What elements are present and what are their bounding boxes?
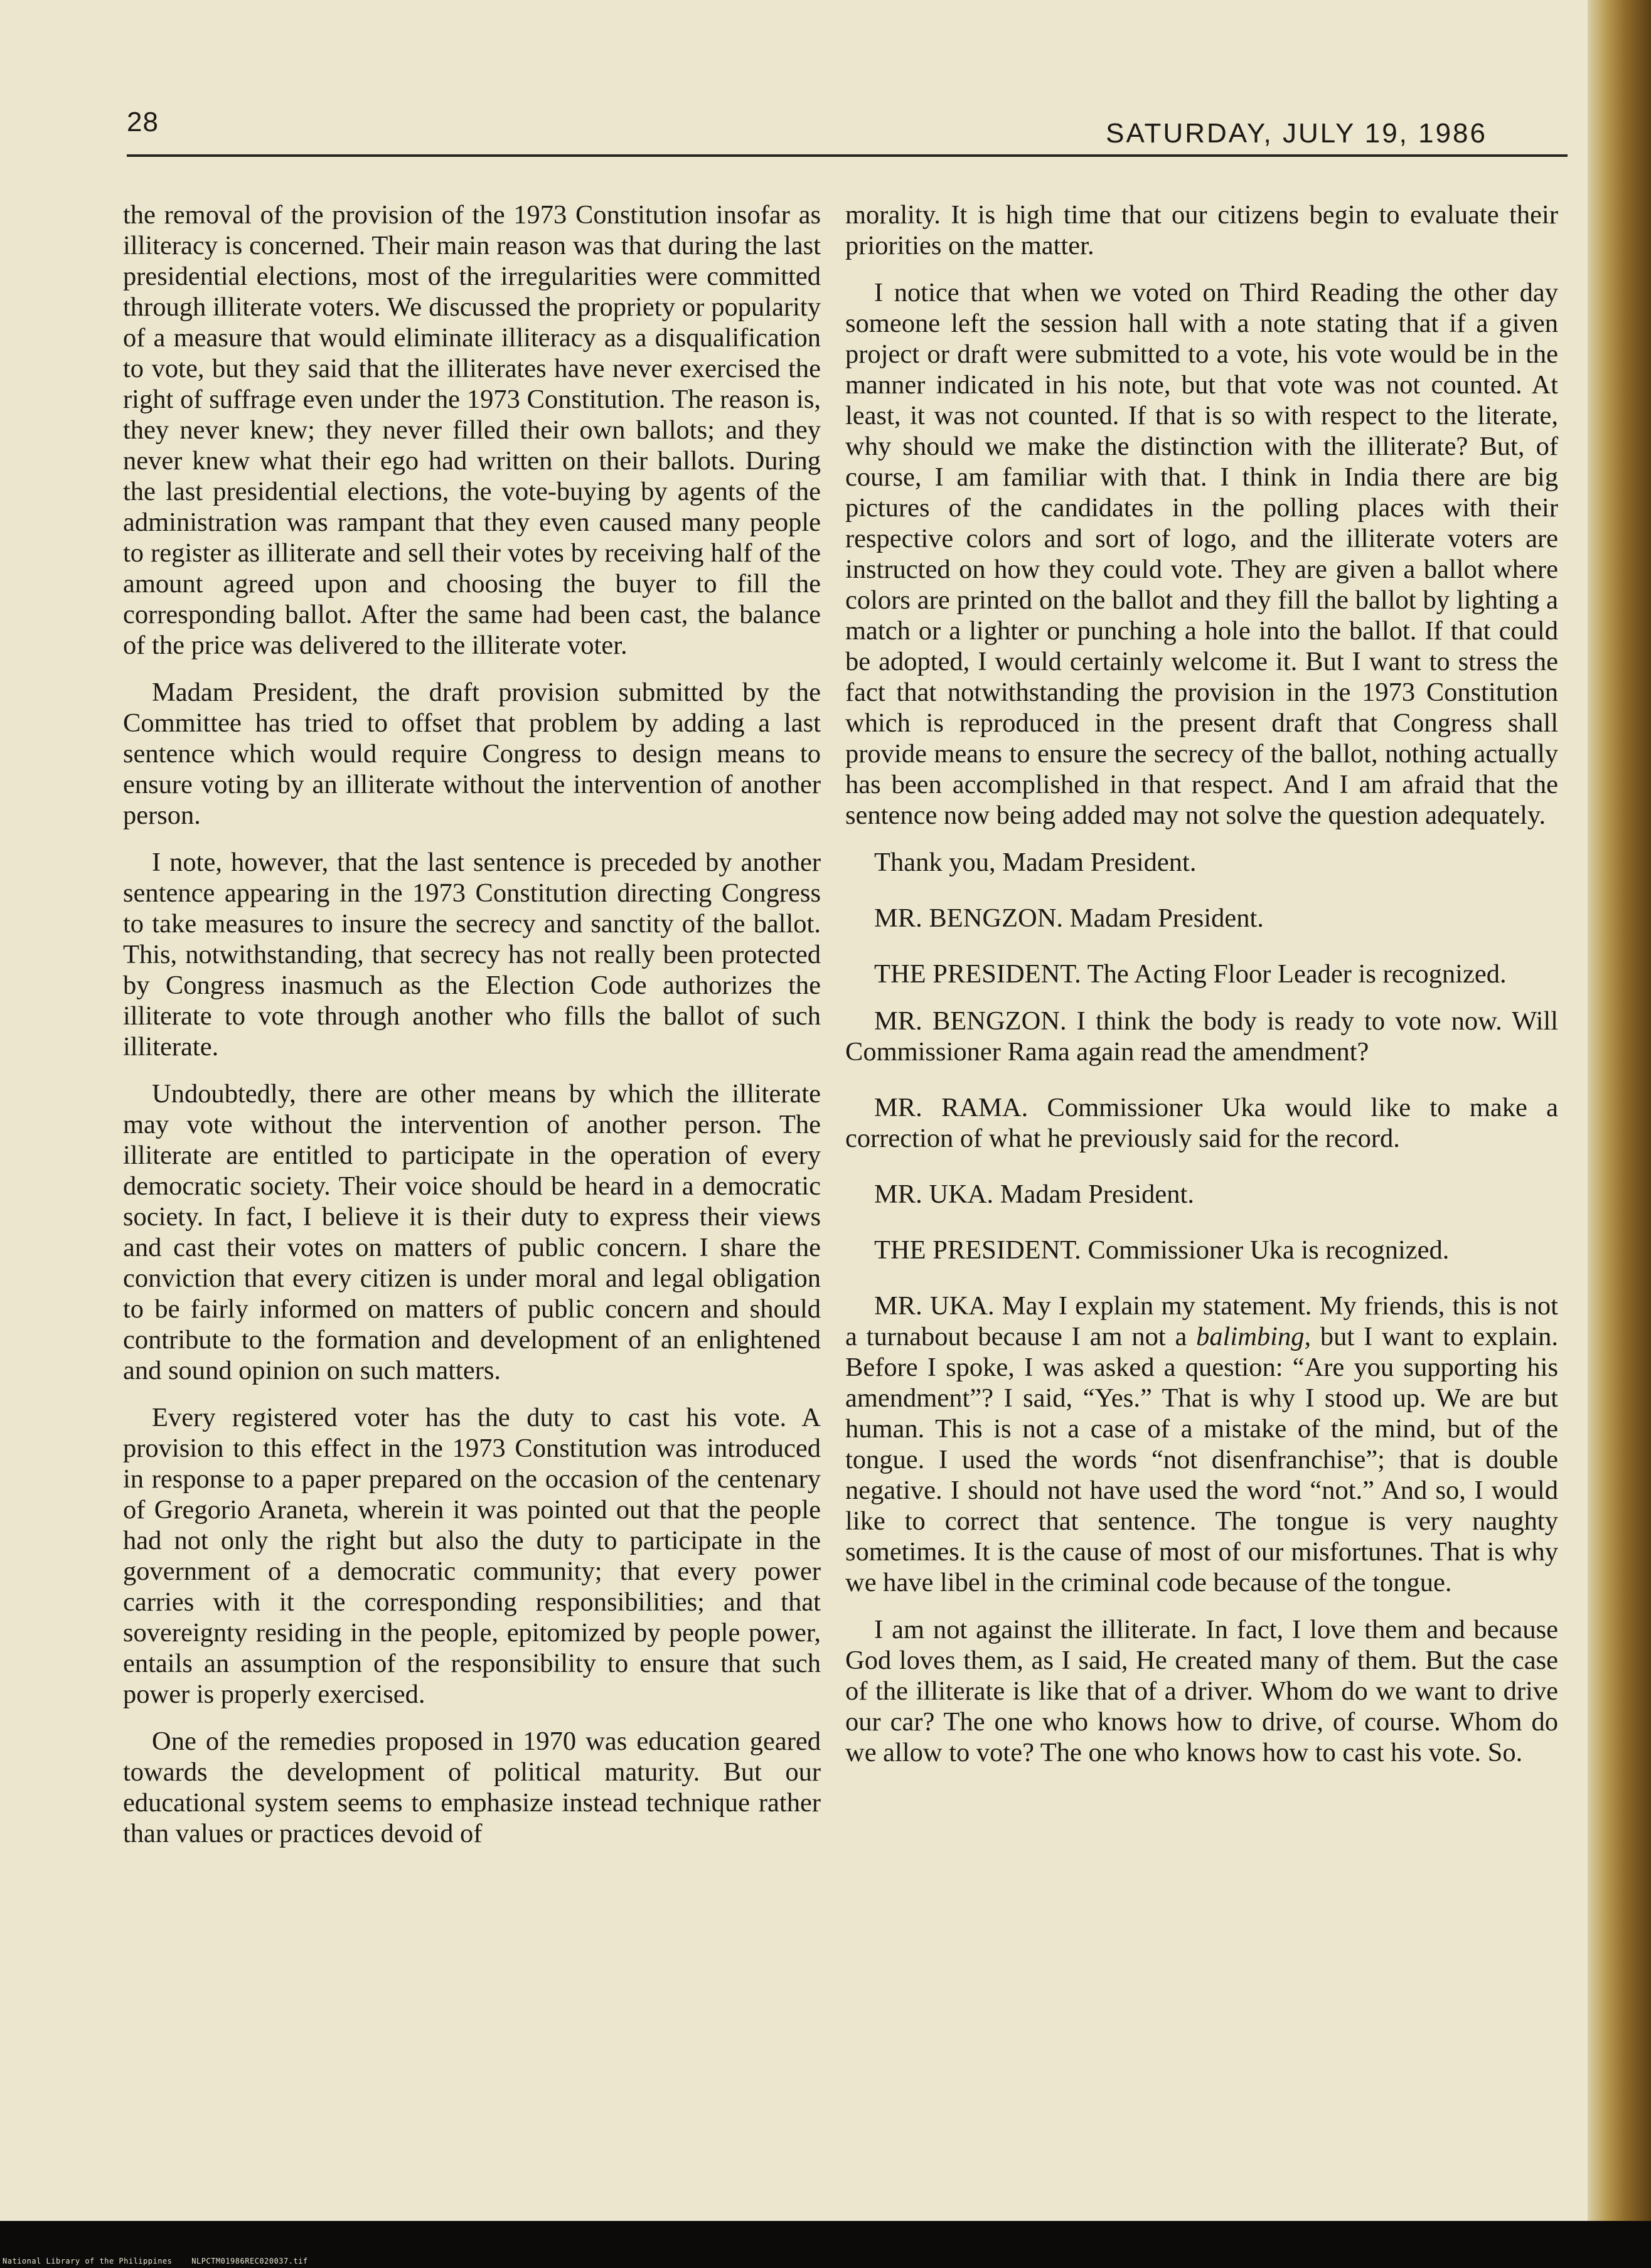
page-date: SATURDAY, JULY 19, 1986 — [1106, 118, 1487, 149]
book-spine-shadow — [1588, 0, 1651, 2221]
paragraph-text: but I want to explain. Before I spoke, I was asked a question: “Are you supporting his amendment”? I said, “Yes.” That is why I stood up. We are but human. This is not a case of a mistake of the mind, but of the tongue. I used the words “not disenfranchise”; that is double negative. I should not have used the word “not.” And so, I would like to correct that sentence. The tongue is very naughty sometimes. It is the cause of most of our misfortunes. That is why we have libel in the criminal code because of the tongue. — [845, 1322, 1558, 1597]
paragraph: One of the remedies proposed in 1970 was education geared towards the development of political maturity. But our educational system seems to emphasize instead technique rather than values or practices devoid of — [123, 1727, 821, 1848]
speaker-line: THE PRESIDENT. Commissioner Uka is recognized. — [874, 1235, 1450, 1265]
italic-term: balimbing, — [1196, 1322, 1312, 1351]
paragraph: I notice that when we voted on Third Reading the other day someone left the session hall with a note stating that if a given project or draft were submitted to a vote, his vote would be in the manner indicated in his note, but that vote was not counted. At least, it was not counted. If that is so with respect to the literate, why should we make the distinction with the illiterate? But, of course, I am familiar with that. I think in India there are big pictures of the candidates in the polling places with their respective colors and sort of logo, and the illiterate voters are instructed on how they could vote. They are given a ballot where colors are printed on the ballot and they fill the ballot by lighting a match or a lighter or punching a hole into the ballot. If that could be adopted, I would certainly welcome it. But I want to stress the fact that notwithstanding the provision in the 1973 Constitution which is reproduced in the present draft that Congress shall provide means to ensure the secrecy of the ballot, nothing actually has been accomplished in that respect. And I am afraid that the sentence now being added may not solve the question adequately. — [845, 278, 1558, 830]
page-number: 28 — [127, 107, 159, 137]
speaker-line: MR. UKA. Madam President. — [874, 1179, 1194, 1209]
speaker-line: THE PRESIDENT. The Acting Floor Leader is recognized. — [874, 959, 1507, 989]
speaker-line: MR. RAMA. Commissioner Uka would like to make a correction of what he previously said for the record. — [845, 1093, 1558, 1153]
paragraph: Undoubtedly, there are other means by which the illiterate may vote without the intervention of another person. The illiterate are entitled to participate in the operation of every democratic society. Their voice should be heard in a democratic society. In fact, I believe it is their duty to express their views and cast their votes on matters of public concern. I share the conviction that every citizen is under moral and legal obligation to be fairly informed on matters of public concern and should contribute to the formation and development of an enlightened and sound opinion on such matters. — [123, 1079, 821, 1385]
paragraph: Madam President, the draft provision submitted by the Committee has tried to offset that problem by adding a last sentence which would require Congress to design means to ensure voting by an illiterate without the intervention of another person. — [123, 678, 821, 830]
paragraph: Thank you, Madam President. — [874, 848, 1197, 877]
speaker-line: MR. BENGZON. I think the body is ready to vote now. Will Commissioner Rama again read the amendment? — [845, 1006, 1558, 1067]
speaker-line: MR. BENGZON. Madam President. — [874, 903, 1264, 933]
left-column — [123, 200, 821, 1865]
paragraph: Every registered voter has the duty to cast his vote. A provision to this effect in the 1973 Constitution was introduced in response to a paper prepared on the occasion of the centenary of Gregorio Araneta, wherein it was pointed out that the people had not only the right but also the duty to participate in the government of a democratic community; that every power carries with it the corresponding responsibilities; and that sovereignty residing in the people, epitomized by people power, entails an assumption of the responsibility to ensure that such power is properly exercised. — [123, 1403, 821, 1709]
paragraph-text: MR. UKA. May I explain my statement. My friends, this is not a turnabout because I am not a — [845, 1291, 1558, 1351]
paragraph: I note, however, that the last sentence is preceded by another sentence appearing in the 1973 Constitution directing Congress to take measures to insure the secrecy and sanctity of the ballot. This, notwithstanding, that secrecy has not really been protected by Congress inasmuch as the Election Code authorizes the illiterate to vote through another who fills the ballot of such illiterate. — [123, 848, 821, 1062]
speaker-line — [845, 1291, 1558, 1598]
paragraph: I am not against the illiterate. In fact, I love them and because God loves them, as I said, He created many of them. But the case of the illiterate is like that of a driver. Whom do we want to drive our car? The one who knows how to drive, of course. Whom do we allow to vote? The one who knows how to cast his vote. So. — [845, 1615, 1558, 1767]
header-rule — [127, 154, 1568, 157]
scan-label: National Library of the Philippines NLPCTM01986REC020037.tif — [3, 2257, 308, 2265]
paragraph: morality. It is high time that our citizens begin to evaluate their priorities on the matter. — [845, 200, 1558, 260]
paragraph: the removal of the provision of the 1973 Constitution insofar as illiteracy is concerned. Their main reason was that during the last presidential elections, most of the irregularities were committed through illiterate voters. We discussed the propriety or popularity of a measure that would eliminate illiteracy as a disqualification to vote, but they said that the illiterates have never exercised the right of suffrage even under the 1973 Constitution. The reason is, they never knew; they never filled their own ballots; and they never knew what their ego had written on their ballots. During the last presidential elections, the vote-buying by agents of the administration was rampant that they even caused many people to register as illiterate and sell their votes by receiving half of the amount agreed upon and choosing the buyer to fill the corresponding ballot. After the same had been cast, the balance of the price was delivered to the illiterate voter. — [123, 200, 821, 660]
right-column — [845, 200, 1558, 1784]
